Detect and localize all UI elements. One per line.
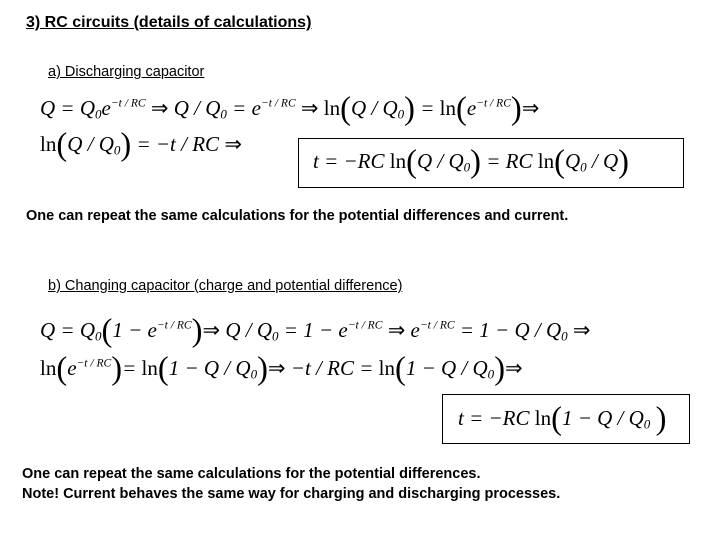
section-b-note-2: Note! Current behaves the same way for charging and discharging processes. [22, 486, 561, 502]
slide-title: 3) RC circuits (details of calculations) [26, 14, 312, 31]
section-b-heading: b) Changing capacitor (charge and potential difference) [48, 278, 403, 294]
equation-a2: $\ln(Q / Q_0) = -t$ / RC ⇒ [40, 126, 242, 163]
result-equation-b: t = −RC $\ln(1 - Q / Q_0$ ) [458, 400, 667, 437]
equation-b2: $\ln(e^{-t / RC})= \ln(1 - Q$ / $Q_0)\Rightarrow -t$ / RC = $\ln(1 - Q / Q_0)\Rightarrow$ [40, 350, 523, 387]
equation-a1: $Q = Q_0e^{-t / RC}$ ⇒ $Q / Q_0 = e^{-t / RC}$ ⇒ $\ln(Q / Q_0)$ = $\ln(e^{-t / RC})\Rightarrow$ [40, 90, 540, 127]
section-a-heading: a) Discharging capacitor [48, 64, 205, 80]
equation-b1: $Q = Q_0(1$ − $e^{-t / RC})\Rightarrow$ $Q / Q_0 = 1 - e^{-t / RC}$ ⇒ $e^{-t / RC} = 1 - Q / Q_0$ ⇒ [40, 312, 591, 349]
result-equation-a: t = −RC $\ln(Q / Q_0)$ = RC $\ln(Q_0 / Q)$ [313, 143, 629, 180]
section-a-note: One can repeat the same calculations for the potential differences and current. [26, 208, 569, 224]
section-b-note-1: One can repeat the same calculations for the potential differences. [22, 466, 481, 482]
